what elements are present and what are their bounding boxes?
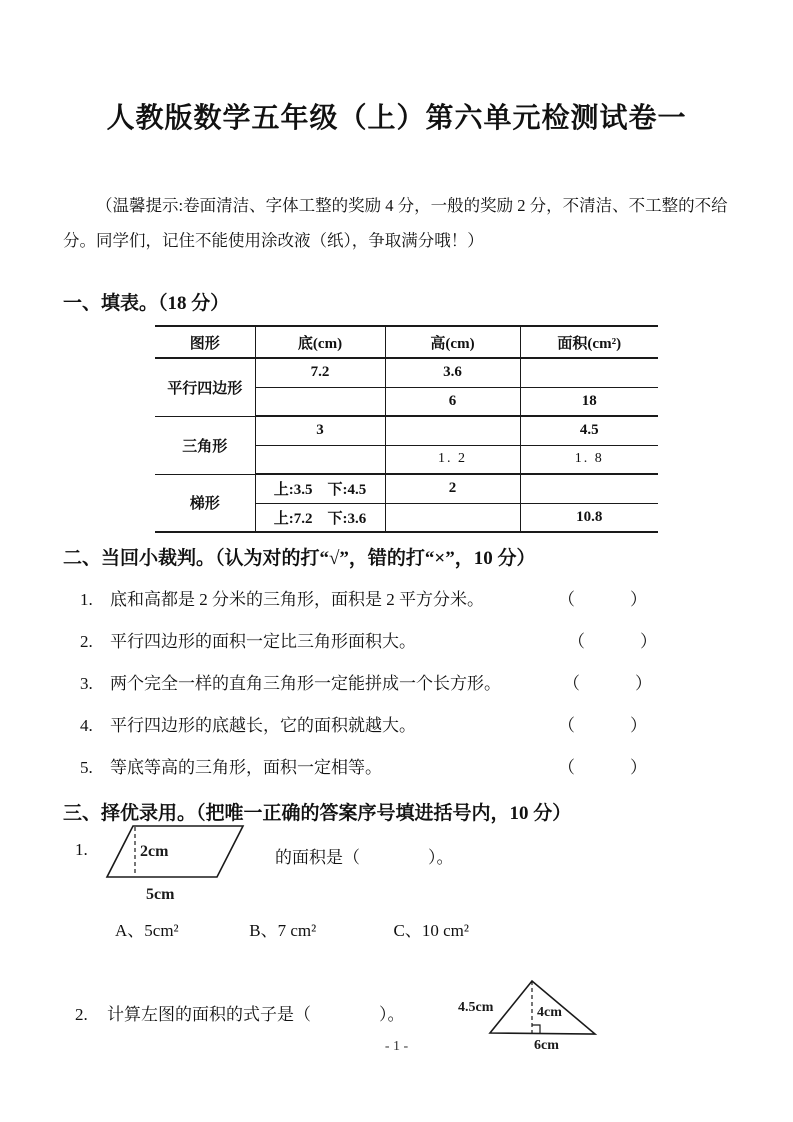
option-a: A、5cm²: [115, 921, 179, 940]
answer-parens: （ ）: [558, 758, 648, 777]
item-number: 3.: [80, 674, 93, 693]
cell-area: 18: [520, 387, 658, 416]
item-number: 2.: [80, 632, 93, 651]
answer-parens: （ ）: [558, 716, 648, 735]
cell-height: 6: [385, 387, 520, 416]
shape-cell-triangle: 三角形: [155, 416, 255, 474]
header-height: 高(cm): [385, 326, 520, 358]
cell-area: 1. 8: [520, 445, 658, 474]
answer-parens: （ ）: [558, 590, 648, 609]
cell-height: 1. 2: [385, 445, 520, 474]
option-c: C、10 cm²: [393, 921, 469, 940]
cell-area: 10.8: [520, 503, 658, 532]
cell-base: 3: [255, 416, 385, 445]
parallelogram-base-label: 5cm: [146, 886, 175, 903]
answer-parens: （ ）: [568, 632, 658, 651]
judge-item-3: [80, 669, 680, 694]
cell-base: 上:7.2 下:3.6: [255, 503, 385, 532]
item-text: 两个完全一样的直角三角形一定能拼成一个长方形。: [110, 674, 501, 693]
notice-text: （温馨提示:卷面清洁、字体工整的奖励 4 分，一般的奖励 2 分，不清洁、不工整的不给分。同学们，记住不能使用涂改液（纸），争取满分哦！）: [63, 196, 728, 250]
cell-base: [255, 387, 385, 416]
cell-area: [520, 358, 658, 387]
header-shape: 图形: [155, 326, 255, 358]
table-row: [155, 416, 658, 445]
section-1-heading: 一、填表。（18 分）: [63, 293, 230, 314]
page-number: - 1 -: [384, 1039, 409, 1054]
judge-item-5: [80, 753, 680, 778]
item-text: 平行四边形的底越长，它的面积就越大。: [110, 716, 416, 735]
choice-1-number: 1.: [75, 840, 88, 859]
item-text: 平行四边形的面积一定比三角形面积大。: [110, 632, 416, 651]
section-3-heading: 三、择优录用。（把唯一正确的答案序号填进括号内，10 分）: [63, 803, 572, 824]
cell-area: 4.5: [520, 416, 658, 445]
item-number: 5.: [80, 758, 93, 777]
cell-height: [385, 503, 520, 532]
shape-cell-parallelogram: 平行四边形: [155, 358, 255, 416]
item-number: 1.: [80, 590, 93, 609]
option-b: B、7 cm²: [249, 921, 317, 940]
choice-1-options: [115, 916, 469, 941]
item-text: 等底等高的三角形，面积一定相等。: [110, 758, 382, 777]
triangle-height-label: 4cm: [537, 1005, 562, 1020]
answer-parens: （ ）: [563, 674, 653, 693]
table-row: [155, 358, 658, 387]
parallelogram-figure: [102, 820, 250, 904]
cell-base: 上:3.5 下:4.5: [255, 474, 385, 503]
section-2-heading: 二、当回小裁判。（认为对的打“√”，错的打“×”，10 分）: [63, 548, 536, 569]
cell-height: 3.6: [385, 358, 520, 387]
cell-height: 2: [385, 474, 520, 503]
fill-in-table: [155, 325, 658, 533]
cell-base: [255, 445, 385, 474]
triangle-side-label: 4.5cm: [458, 1000, 494, 1015]
header-base: 底(cm): [255, 326, 385, 358]
cell-area: [520, 474, 658, 503]
judge-item-2: [80, 627, 680, 652]
header-area: 面积(cm²): [520, 326, 658, 358]
item-number: 4.: [80, 716, 93, 735]
choice-1-text: 的面积是（ ）。: [275, 848, 454, 867]
shape-cell-trapezoid: 梯形: [155, 474, 255, 532]
page-title: 人教版数学五年级（上）第六单元检测试卷一: [106, 103, 687, 134]
judge-item-1: [80, 585, 680, 610]
judge-item-4: [80, 711, 680, 736]
table-header-row: [155, 326, 658, 358]
parallelogram-height-label: 2cm: [140, 843, 169, 860]
triangle-base-label: 6cm: [534, 1038, 559, 1053]
choice-2-number: 2.: [75, 1005, 88, 1024]
item-text: 底和高都是 2 分米的三角形，面积是 2 平方分米。: [110, 590, 484, 609]
choice-2-text: [75, 1000, 405, 1025]
item-text: 计算左图的面积的式子是（ ）。: [107, 1005, 405, 1024]
table-row: [155, 474, 658, 503]
cell-base: 7.2: [255, 358, 385, 387]
cell-height: [385, 416, 520, 445]
